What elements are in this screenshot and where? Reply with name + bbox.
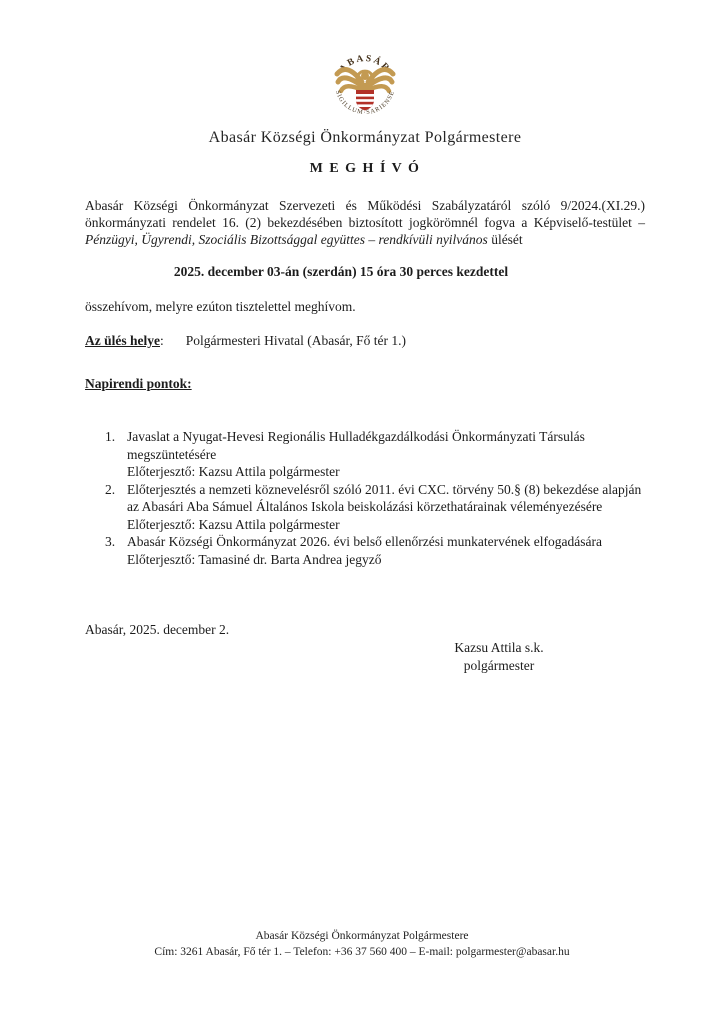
agenda-list bbox=[105, 428, 645, 568]
venue-colon: : bbox=[160, 333, 164, 348]
logo-arch-text: ABASÁR bbox=[337, 53, 393, 75]
eagle-head-icon bbox=[361, 72, 369, 80]
page-footer bbox=[0, 929, 724, 960]
agenda-heading: Napirendi pontok: bbox=[85, 376, 192, 391]
footer-line1: Abasár Községi Önkormányzat Polgármestere bbox=[255, 930, 469, 942]
intro-paragraph bbox=[85, 197, 645, 248]
agenda-item-presenter: Előterjesztő: Kazsu Attila polgármester bbox=[127, 464, 340, 479]
agenda-item-presenter: Előterjesztő: Tamasiné dr. Barta Andrea jegyző bbox=[127, 551, 382, 567]
signer-title: polgármester bbox=[463, 657, 535, 673]
agenda-item-title: Előterjesztés a nemzeti köznevelésről szóló 2011. évi CXC. törvény 50.§ (8) bekezdése alapján az Abasári Aba Sámuel Általános Iskola beiskolázási körzethatárainak véleményezésére bbox=[127, 481, 642, 514]
logo-seal-text: SIGILLUM·SARIENSE bbox=[333, 89, 397, 117]
venue-value: Polgármesteri Hivatal (Abasár, Fő tér 1.) bbox=[185, 333, 407, 348]
coat-of-arms-logo bbox=[327, 50, 403, 120]
agenda-item-title: Javaslat a Nyugat-Hevesi Regionális Hulladékgazdálkodási Önkormányzati Társulás megszüntetésére bbox=[127, 429, 585, 462]
agenda-item-number: 2. bbox=[105, 481, 116, 497]
signature-block bbox=[399, 639, 599, 674]
agenda-item-number: 3. bbox=[105, 534, 116, 549]
abasar-seal-icon bbox=[327, 50, 403, 120]
venue-label: Az ülés helye bbox=[85, 333, 160, 348]
footer-line2: Cím: 3261 Abasár, Fő tér 1. – Telefon: +36 37 560 400 – E-mail: polgarmester@abasar.hu bbox=[154, 945, 570, 958]
agenda-item bbox=[105, 533, 645, 568]
signer-name: Kazsu Attila s.k. bbox=[454, 640, 544, 655]
agenda-item-presenter: Előterjesztő: Kazsu Attila polgármester bbox=[127, 516, 340, 532]
agenda-item-number: 1. bbox=[105, 429, 116, 444]
intro-suffix-text: ülését bbox=[487, 232, 523, 247]
agenda-item bbox=[105, 428, 645, 481]
organization-name: Abasár Községi Önkormányzat Polgármestere bbox=[208, 129, 522, 146]
agenda-item bbox=[105, 481, 645, 534]
venue-line bbox=[85, 333, 645, 349]
convene-line: összehívom, melyre ezúton tisztelettel meghívom. bbox=[85, 299, 356, 314]
place-date-line: Abasár, 2025. december 2. bbox=[85, 622, 230, 637]
intro-regular-text: Abasár Községi Önkormányzat Szervezeti és Működési Szabályzatáról szóló 9/2024.(XI.29.) önkormányzati rendelet 16. (2) bekezdésében biztosított jogkörömnél fogva a Képviselő-testület – bbox=[85, 198, 645, 230]
agenda-item-title: Abasár Községi Önkormányzat 2026. évi belső ellenőrzési munkatervének elfogadására bbox=[127, 534, 602, 549]
meeting-datetime: 2025. december 03-án (szerdán) 15 óra 30 perces kezdettel bbox=[173, 264, 509, 279]
shield-icon bbox=[356, 90, 374, 111]
crown-icon bbox=[357, 83, 373, 90]
intro-italic-text: Pénzügyi, Ügyrendi, Szociális Bizottsággal együttes – rendkívüli nyilvános bbox=[85, 232, 488, 247]
document-title: M E G H Í V Ó bbox=[309, 161, 421, 176]
